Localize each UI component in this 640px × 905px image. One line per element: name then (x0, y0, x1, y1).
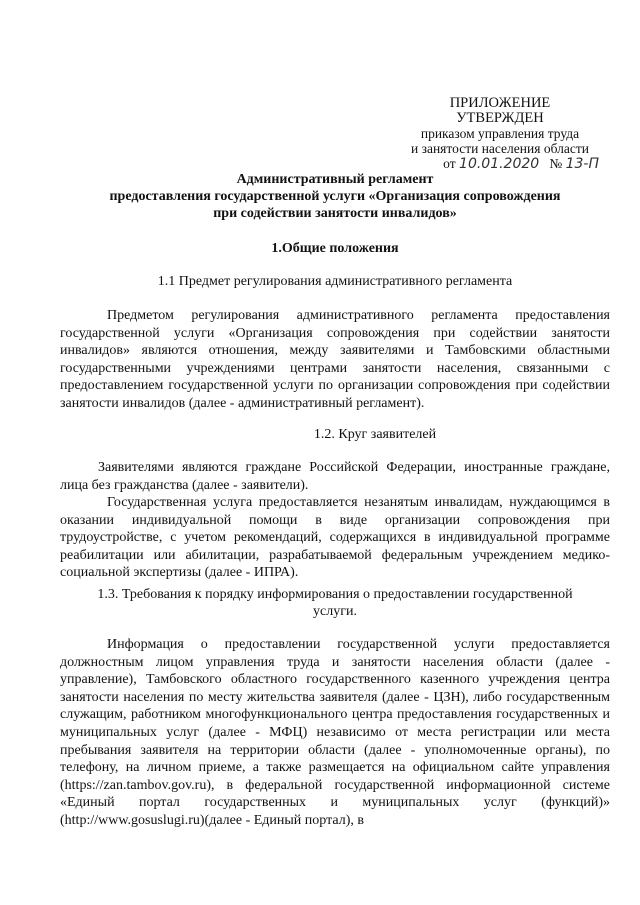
handwritten-number: 13-П (565, 156, 599, 172)
title-line-1: Административный регламент (236, 172, 434, 187)
approval-block (395, 96, 605, 172)
title-line-2: предоставления государственной услуги «Организация сопровождения (109, 189, 561, 204)
number-prefix: № (549, 156, 563, 171)
subsection-1-1-text: Предметом регулирования административного регламента предоставления государственной услуги «Организация сопровождения при содействии занятости инвалидов» являются отношения, между заявителями и Тамбовскими областными государственными учреждениями центрами занятости населения, связанными с предоставлением государственной услуги по организации сопровождения при содействии занятости инвалидов (далее - административный регламент). (60, 308, 610, 411)
handwritten-date: 10.01.2020 (459, 156, 540, 172)
order-date-number-line (395, 156, 605, 172)
order-line-1: приказом управления труда (420, 126, 580, 141)
subsection-1-1-heading: 1.1 Предмет регулирования административного регламента (157, 274, 513, 289)
subsection-1-3-text: Информация о предоставлении государственной услуги предоставляется должностным лицом управления труда и занятости населения области (далее - управление), Тамбовского областного государственного казенного учреждения центра занятости населения по месту жительства заявителя (далее - ЦЗН), либо государственным служащим, работником многофункционального центра предоставления государственных и муниципальных услуг (далее - МФЦ) независимо от места регистрации или места пребывания заявителя на территории области (далее - уполномоченные органы), по телефону, на личном приеме, а также размещается на официальном сайте управления (https://zan.tambov.gov.ru), в федеральной государственной информационной системе «Единый портал государственных и муниципальных услуг (функций)» (http://www.gosuslugi.ru)(далее - Единый портал), в (60, 637, 610, 828)
appendix-label: ПРИЛОЖЕНИЕ (449, 95, 551, 111)
subsection-1-2-text-2: Государственная услуга предоставляется незанятым инвалидам, нуждающимся в оказании индивидуальной помощи в виде организации сопровождения при трудоустройстве, с учетом рекомендаций, содержащихся в индивидуальной программе реабилитации или абилитации, разрабатываемой федеральным учреждением медико-социальной экспертизы (далее - ИПРА). (60, 495, 610, 581)
approved-label: УТВЕРЖДЕН (456, 110, 544, 126)
title-line-3: при содействии занятости инвалидов» (213, 206, 457, 221)
subsection-1-3-heading-line-2: услуги. (313, 604, 357, 619)
subsection-1-2-heading: 1.2. Круг заявителей (313, 427, 437, 442)
subsection-1-2-text-1: Заявителями являются граждане Российской Федерации, иностранные граждане, лица без гражданства (далее - заявители). (60, 460, 610, 493)
section-1-heading: 1.Общие положения (271, 241, 399, 256)
subsection-1-3-heading (60, 586, 610, 620)
subsection-1-3-heading-line-1: 1.3. Требования к порядку информирования о предоставлении государственной (97, 587, 573, 602)
document-title (60, 171, 610, 222)
date-prefix: от (443, 156, 456, 171)
order-line-2: и занятости населения области (411, 141, 589, 156)
